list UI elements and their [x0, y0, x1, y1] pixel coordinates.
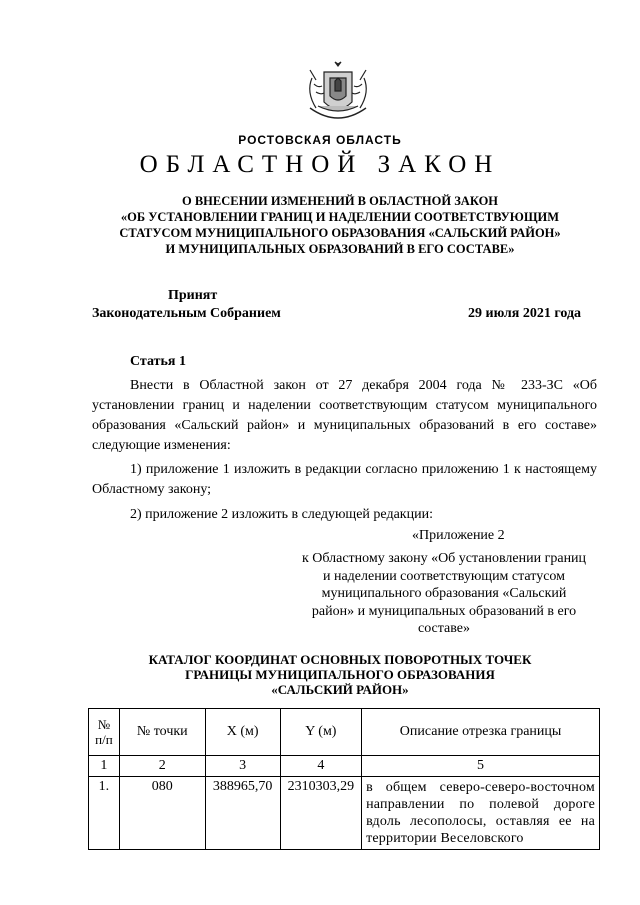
coat-of-arms-emblem	[302, 60, 374, 126]
region-name: РОСТОВСКАЯ ОБЛАСТЬ	[238, 133, 402, 147]
annex-label: «Приложение 2	[412, 528, 505, 543]
column-number: 4	[280, 756, 361, 777]
annex-description: к Областному закону «Об установлении границ и наделении соответствующим статусом муниципального образования «Сальский район» и муниципальных образований в его составе»	[301, 551, 587, 636]
catalog-heading-line: ГРАНИЦЫ МУНИЦИПАЛЬНОГО ОБРАЗОВАНИЯ	[185, 667, 495, 682]
catalog-heading-line: «САЛЬСКИЙ РАЙОН»	[271, 682, 409, 697]
column-number-row	[89, 756, 600, 777]
coordinates-table	[88, 708, 600, 850]
column-header: Описание отрезка границы	[362, 709, 600, 756]
law-title-line: И МУНИЦИПАЛЬНЫХ ОБРАЗОВАНИЙ В ЕГО СОСТАВЕ»	[165, 242, 515, 256]
article-paragraph: 2) приложение 2 изложить в следующей редакции:	[130, 507, 433, 522]
article-paragraph: 1) приложение 1 изложить в редакции согласно приложению 1 к настоящему Областному закону;	[92, 462, 597, 497]
table-header-row	[89, 709, 600, 756]
x-coordinate: 388965,70	[205, 777, 280, 850]
law-title-line: СТАТУСОМ МУНИЦИПАЛЬНОГО ОБРАЗОВАНИЯ «САЛЬСКИЙ РАЙОН»	[119, 226, 561, 240]
segment-description: в общем северо-северо-восточном направлении по полевой дороге вдоль лесополосы, оставляя ее на территории Веселовского	[362, 777, 600, 850]
column-number: 2	[119, 756, 205, 777]
column-number: 5	[362, 756, 600, 777]
adopted-by-label: Законодательным Собранием	[92, 306, 281, 321]
column-number: 1	[89, 756, 120, 777]
article-heading: Статья 1	[130, 354, 186, 369]
column-header: X (м)	[205, 709, 280, 756]
catalog-heading	[110, 652, 570, 697]
law-type-heading: ОБЛАСТНОЙ ЗАКОН	[139, 151, 501, 178]
column-header: Y (м)	[280, 709, 361, 756]
adopted-label: Принят	[168, 288, 218, 303]
y-coordinate: 2310303,29	[280, 777, 361, 850]
law-title-line: О ВНЕСЕНИИ ИЗМЕНЕНИЙ В ОБЛАСТНОЙ ЗАКОН	[181, 194, 499, 208]
column-header: № точки	[119, 709, 205, 756]
point-number: 080	[119, 777, 205, 850]
column-header: № п/п	[89, 709, 120, 756]
catalog-heading-line: КАТАЛОГ КООРДИНАТ ОСНОВНЫХ ПОВОРОТНЫХ ТОЧЕК	[148, 652, 532, 667]
law-title	[90, 193, 590, 257]
adoption-date: 29 июля 2021 года	[468, 306, 582, 321]
row-number: 1.	[89, 777, 120, 850]
column-number: 3	[205, 756, 280, 777]
law-title-line: «ОБ УСТАНОВЛЕНИИ ГРАНИЦ И НАДЕЛЕНИИ СООТВЕТСТВУЮЩИМ	[120, 210, 560, 224]
table-row	[89, 777, 600, 850]
article-paragraph: Внести в Областной закон от 27 декабря 2004 года № 233-ЗС «Об установлении границ и наделении соответствующим статусом муниципального образования «Сальский район» и муниципальных образований в его составе» следующие изменения:	[92, 378, 597, 453]
